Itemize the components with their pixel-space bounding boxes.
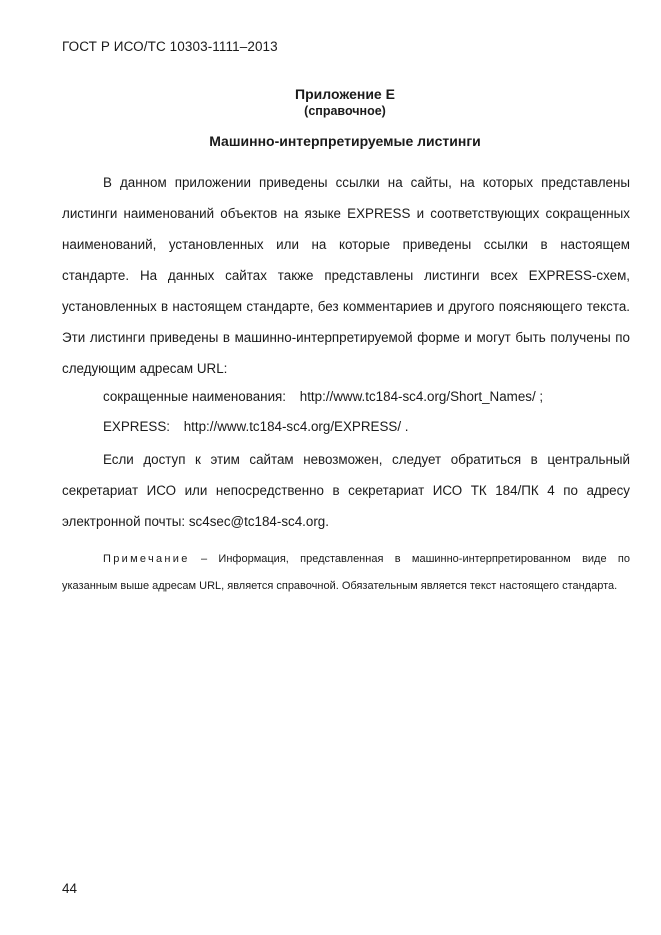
note-text-2: указанным выше адресам URL, является справочной. Обязательным является текст настоящего стандарта. bbox=[62, 580, 618, 592]
paragraph-line: листинги наименований объектов на языке EXPRESS и соответствующих сокращенных bbox=[62, 206, 630, 221]
note-line bbox=[62, 546, 630, 573]
note-block bbox=[62, 546, 630, 600]
express-label: EXPRESS: bbox=[103, 419, 170, 434]
paragraph-line: В данном приложении приведены ссылки на сайты, на которых представлены bbox=[103, 175, 630, 190]
standard-id-header: ГОСТ Р ИСО/ТС 10303-1111–2013 bbox=[62, 39, 278, 54]
annex-subtitle: (справочное) bbox=[304, 104, 386, 118]
paragraph-line: установленных в настоящем стандарте, без комментариев и другого поясняющего текста. bbox=[62, 299, 630, 314]
express-url-line bbox=[103, 419, 408, 434]
short-names-link[interactable]: http://www.tc184-sc4.org/Short_Names/ ; bbox=[299, 389, 544, 404]
note-label: Примечание bbox=[103, 553, 190, 565]
paragraph-line: Если доступ к этим сайтам невозможен, следует обратиться в центральный bbox=[103, 452, 630, 467]
note-text-1: – Информация, представленная в машинно-интерпретированном виде по bbox=[189, 553, 630, 565]
paragraph-line: электронной почты: sc4sec@tc184-sc4.org. bbox=[62, 514, 329, 529]
paragraph-line: стандарте. На данных сайтах также представлены листинги всех EXPRESS-схем, bbox=[62, 268, 630, 283]
section-title: Машинно-интерпретируемые листинги bbox=[209, 133, 481, 149]
annex-title: Приложение Е bbox=[295, 86, 395, 102]
paragraph-line: Эти листинги приведены в машинно-интерпретируемой форме и могут быть получены по bbox=[62, 330, 630, 345]
short-names-url-line bbox=[103, 389, 543, 404]
page-number: 44 bbox=[62, 881, 78, 896]
express-link[interactable]: http://www.tc184-sc4.org/EXPRESS/ . bbox=[183, 419, 409, 434]
short-names-label: сокращенные наименования: bbox=[103, 389, 287, 404]
paragraph-contact bbox=[62, 444, 630, 537]
paragraph-line: следующим адресам URL: bbox=[62, 361, 228, 376]
paragraph-line: секретариат ИСО или непосредственно в секретариат ИСО ТК 184/ПК 4 по адресу bbox=[62, 483, 630, 498]
paragraph-line: наименований, установленных или на которые приведены ссылки в настоящем bbox=[62, 237, 630, 252]
paragraph-listings-intro bbox=[62, 167, 630, 384]
